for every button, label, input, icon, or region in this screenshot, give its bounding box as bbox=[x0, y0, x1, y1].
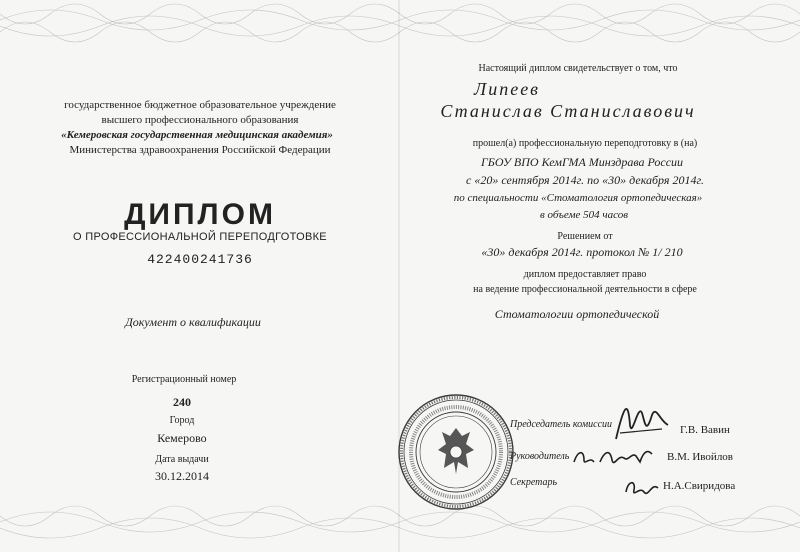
registration-label: Регистрационный номер bbox=[131, 374, 237, 385]
diploma-title: ДИПЛОМ bbox=[124, 198, 276, 231]
diploma-subtitle: О ПРОФЕССИОНАЛЬНОЙ ПЕРЕПОДГОТОВКЕ bbox=[73, 231, 327, 243]
issue-date-label: Дата выдачи bbox=[155, 454, 209, 465]
chair-label: Председатель комиссии bbox=[510, 419, 613, 430]
grants-line-2: на ведение профессиональной деятельности в сфере bbox=[473, 284, 697, 295]
serial-number: 422400241736 bbox=[147, 252, 253, 267]
issue-date: 30.12.2014 bbox=[155, 469, 209, 483]
institution-short: ГБОУ ВПО КемГМА Минздрава России bbox=[480, 155, 684, 169]
head-name: В.М. Ивойлов bbox=[667, 451, 733, 463]
field-of-activity: Стоматологии ортопедической bbox=[494, 307, 660, 321]
study-period: с «20» сентября 2014г. по «30» декабря 2014г. bbox=[466, 173, 704, 187]
holder-surname: Липеев bbox=[474, 79, 540, 99]
official-seal-icon bbox=[396, 392, 516, 512]
secretary-signature-icon bbox=[622, 476, 662, 500]
passed-text: прошел(а) профессиональную переподготовку в (на) bbox=[472, 138, 698, 149]
institution-line-2: высшего профессионального образования bbox=[101, 114, 299, 126]
specialty-line: по специальности «Стоматология ортопедическая» bbox=[453, 192, 703, 204]
institution-line-1: государственное бюджетное образовательное учреждение bbox=[64, 99, 336, 111]
holder-given-name: Станислав Станиславович bbox=[440, 101, 696, 121]
grants-line-1: диплом предоставляет право bbox=[523, 269, 647, 280]
decision-text: «30» декабря 2014г. протокол № 1/ 210 bbox=[481, 245, 683, 259]
intro-text: Настоящий диплом свидетельствует о том, что bbox=[478, 63, 678, 74]
city-value: Кемерово bbox=[157, 431, 207, 445]
head-signature-icon bbox=[570, 442, 660, 470]
chair-signature-icon bbox=[612, 395, 672, 445]
head-label: Руководитель bbox=[510, 451, 570, 462]
institution-line-4: Министерства здравоохранения Российской Федерации bbox=[69, 144, 331, 156]
chair-name: Г.В. Вавин bbox=[680, 424, 730, 436]
secretary-name: Н.А.Свиридова bbox=[663, 480, 736, 492]
document-type: Документ о квалификации bbox=[125, 315, 261, 329]
registration-number: 240 bbox=[173, 395, 191, 409]
hours-text: в объеме 504 часов bbox=[540, 209, 628, 221]
institution-line-3: «Кемеровская государственная медицинская академия» bbox=[61, 129, 333, 141]
secretary-label: Секретарь bbox=[510, 477, 558, 488]
guilloche-top-border bbox=[0, 0, 800, 70]
city-label: Город bbox=[169, 415, 195, 426]
decision-label: Решением от bbox=[557, 231, 613, 242]
